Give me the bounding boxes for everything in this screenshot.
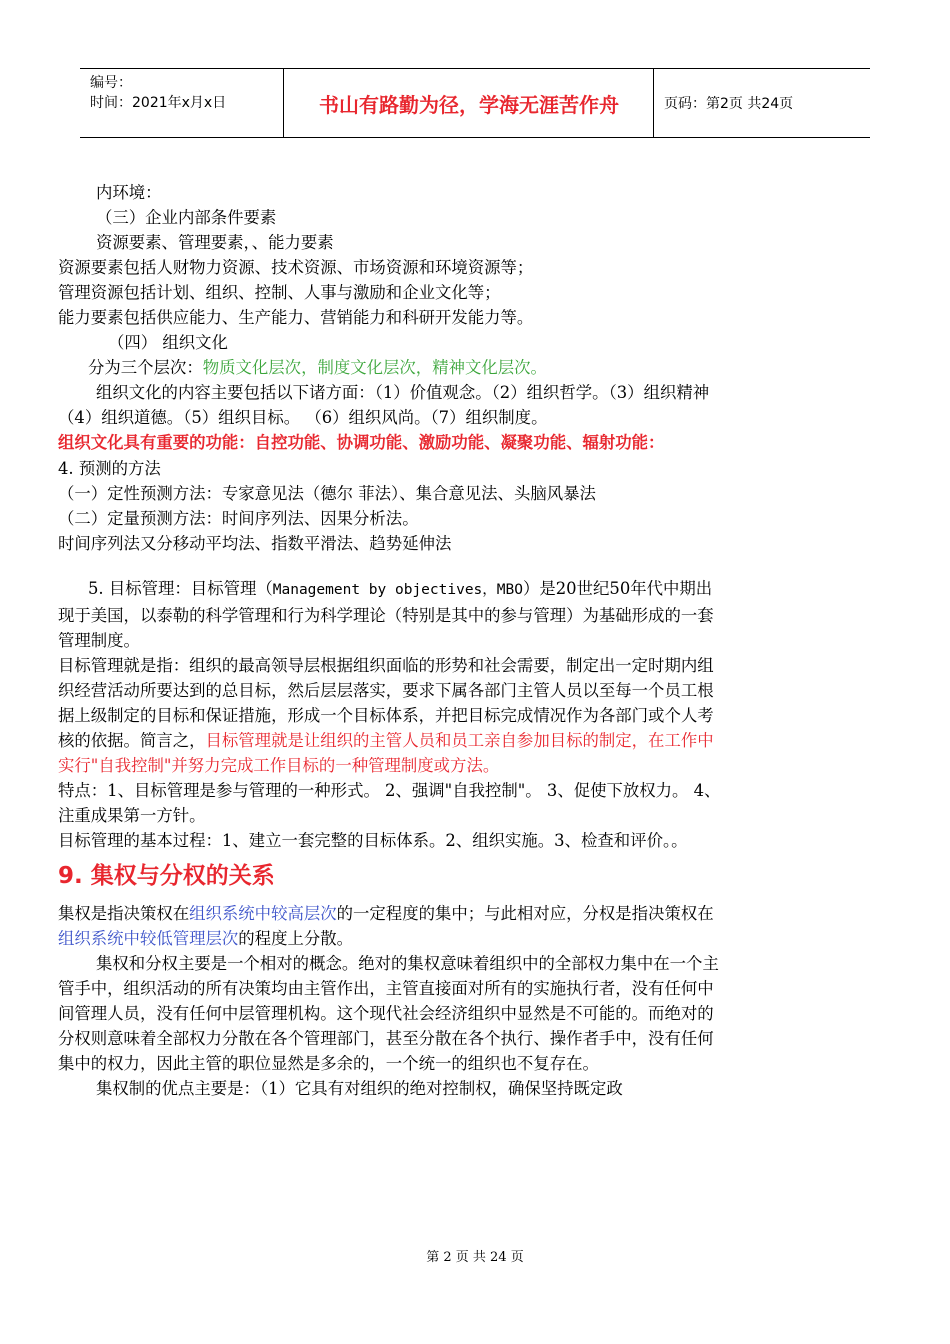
header-motto: 书山有路勤为径，学海无涯苦作舟 [319, 92, 619, 117]
header-page-info: 页码：第2页 共24页 [664, 96, 794, 112]
emphasis-paragraph: 组织文化具有重要的功能：自控功能、协调功能、激励功能、凝聚功能、辐射功能： [58, 433, 665, 452]
highlight-text: 组织系统中较高层次 [189, 904, 337, 923]
text-line: 能力要素包括供应能力、生产能力、营销能力和科研开发能力等。 [58, 308, 534, 327]
text-line: 资源要素包括人财物力资源、技术资源、市场资源和环境资源等； [58, 258, 534, 277]
text-line: （二）定量预测方法：时间序列法、因果分析法。 [58, 509, 419, 528]
text-line: 时间序列法又分移动平均法、指数平滑法、趋势延伸法 [58, 534, 452, 553]
text-span: 5. 目标管理：目标管理（ [88, 579, 273, 598]
text-line: 管理资源包括计划、组织、控制、人事与激励和企业文化等； [58, 283, 501, 302]
text-line: （一）定性预测方法：专家意见法（德尔 菲法）、集合意见法、头脑风暴法 [58, 484, 596, 503]
highlight-text: 物质文化层次，制度文化层次，精神文化层次。 [202, 358, 547, 377]
paragraph: 组织文化的内容主要包括以下诸方面：（1）价值观念。（2）组织哲学。（3）组织精神（4）组织道德。（5）组织目标。 （6）组织风尚。（7）组织制度。 [58, 383, 710, 427]
text-span: 目标管理就是指：组织的最高领导层根据组织面临的形势和社会需要，制定出一定时期内组织经营活动所要达到的总目标，然后层层落实，要求下属各部门主管人员以至每一个员工根据上级制定的目标和保证措施，形成一个目标体系，并把目标完成情况作为各部门或个人考核的依据。简言之， [58, 656, 714, 750]
document-body [58, 180, 724, 1101]
paragraph: 目标管理的基本过程：1、建立一套完整的目标体系。2、组织实施。3、检查和评价。。 [58, 831, 688, 850]
time-label: 时间：2021年x月x日 [90, 95, 227, 111]
text-line [58, 355, 724, 380]
text-span: 集权是指决策权在 [58, 904, 190, 923]
header-divider [283, 69, 284, 137]
section-title: 9. 集权与分权的关系 [58, 863, 275, 889]
text-span: 的程度上分散。 [238, 929, 354, 948]
paragraph: 集权制的优点主要是：（1）它具有对组织的绝对控制权，确保坚持既定政 [96, 1079, 623, 1098]
highlight-text: 目标管理就是让组织的主管人员和员工亲自参加目标的制定，在工作中实行"自我控制"并努力完成工作目标的一种管理制度或方法。 [58, 731, 714, 775]
paragraph: 集权和分权主要是一个相对的概念。绝对的集权意味着组织中的全部权力集中在一个主管手中，组织活动的所有决策均由主管作出，主管直接面对所有的实施执行者，没有任何中间管理人员，没有任何中层管理机构。这个现代社会经济组织中显然是不可能的。而绝对的分权则意味着全部权力分散在各个管理部门，甚至分散在各个执行、操作者手中，没有任何集中的权力，因此主管的职位显然是多余的，一个统一的组织也不复存在。 [58, 954, 719, 1073]
page-header [80, 68, 870, 138]
number-label: 编号： [90, 75, 132, 91]
text-span: 的一定程度的集中；与此相对应，分权是指决策权在 [336, 904, 714, 923]
text-line: 内环境： [96, 183, 162, 202]
text-span: 分为三个层次： [88, 358, 203, 377]
header-meta [90, 73, 226, 113]
spacer [58, 556, 724, 576]
text-line: 资源要素、管理要素，、能力要素 [96, 233, 334, 252]
paragraph: 特点：1、目标管理是参与管理的一种形式。 2、强调"自我控制"。 3、促使下放权力。 4、注重成果第一方针。 [58, 781, 721, 825]
paragraph [58, 576, 724, 653]
paragraph [58, 901, 724, 951]
header-divider [653, 69, 654, 137]
section-heading: 4. 预测的方法 [58, 459, 161, 478]
text-span: ）是20世纪50年代中期出现于美国，以泰勒的科学管理和行为科学理论（特别是其中的参与管理）为基础形成的一套管理制度。 [58, 579, 714, 650]
section-heading: （三）企业内部条件要素 [96, 208, 277, 227]
page-footer: 第 2 页 共 24 页 [426, 1250, 524, 1265]
highlight-text: 组织系统中较低管理层次 [58, 929, 239, 948]
section-heading: （四） 组织文化 [108, 333, 228, 352]
paragraph [58, 653, 724, 778]
english-term: Management by objectives，MBO [272, 582, 523, 598]
